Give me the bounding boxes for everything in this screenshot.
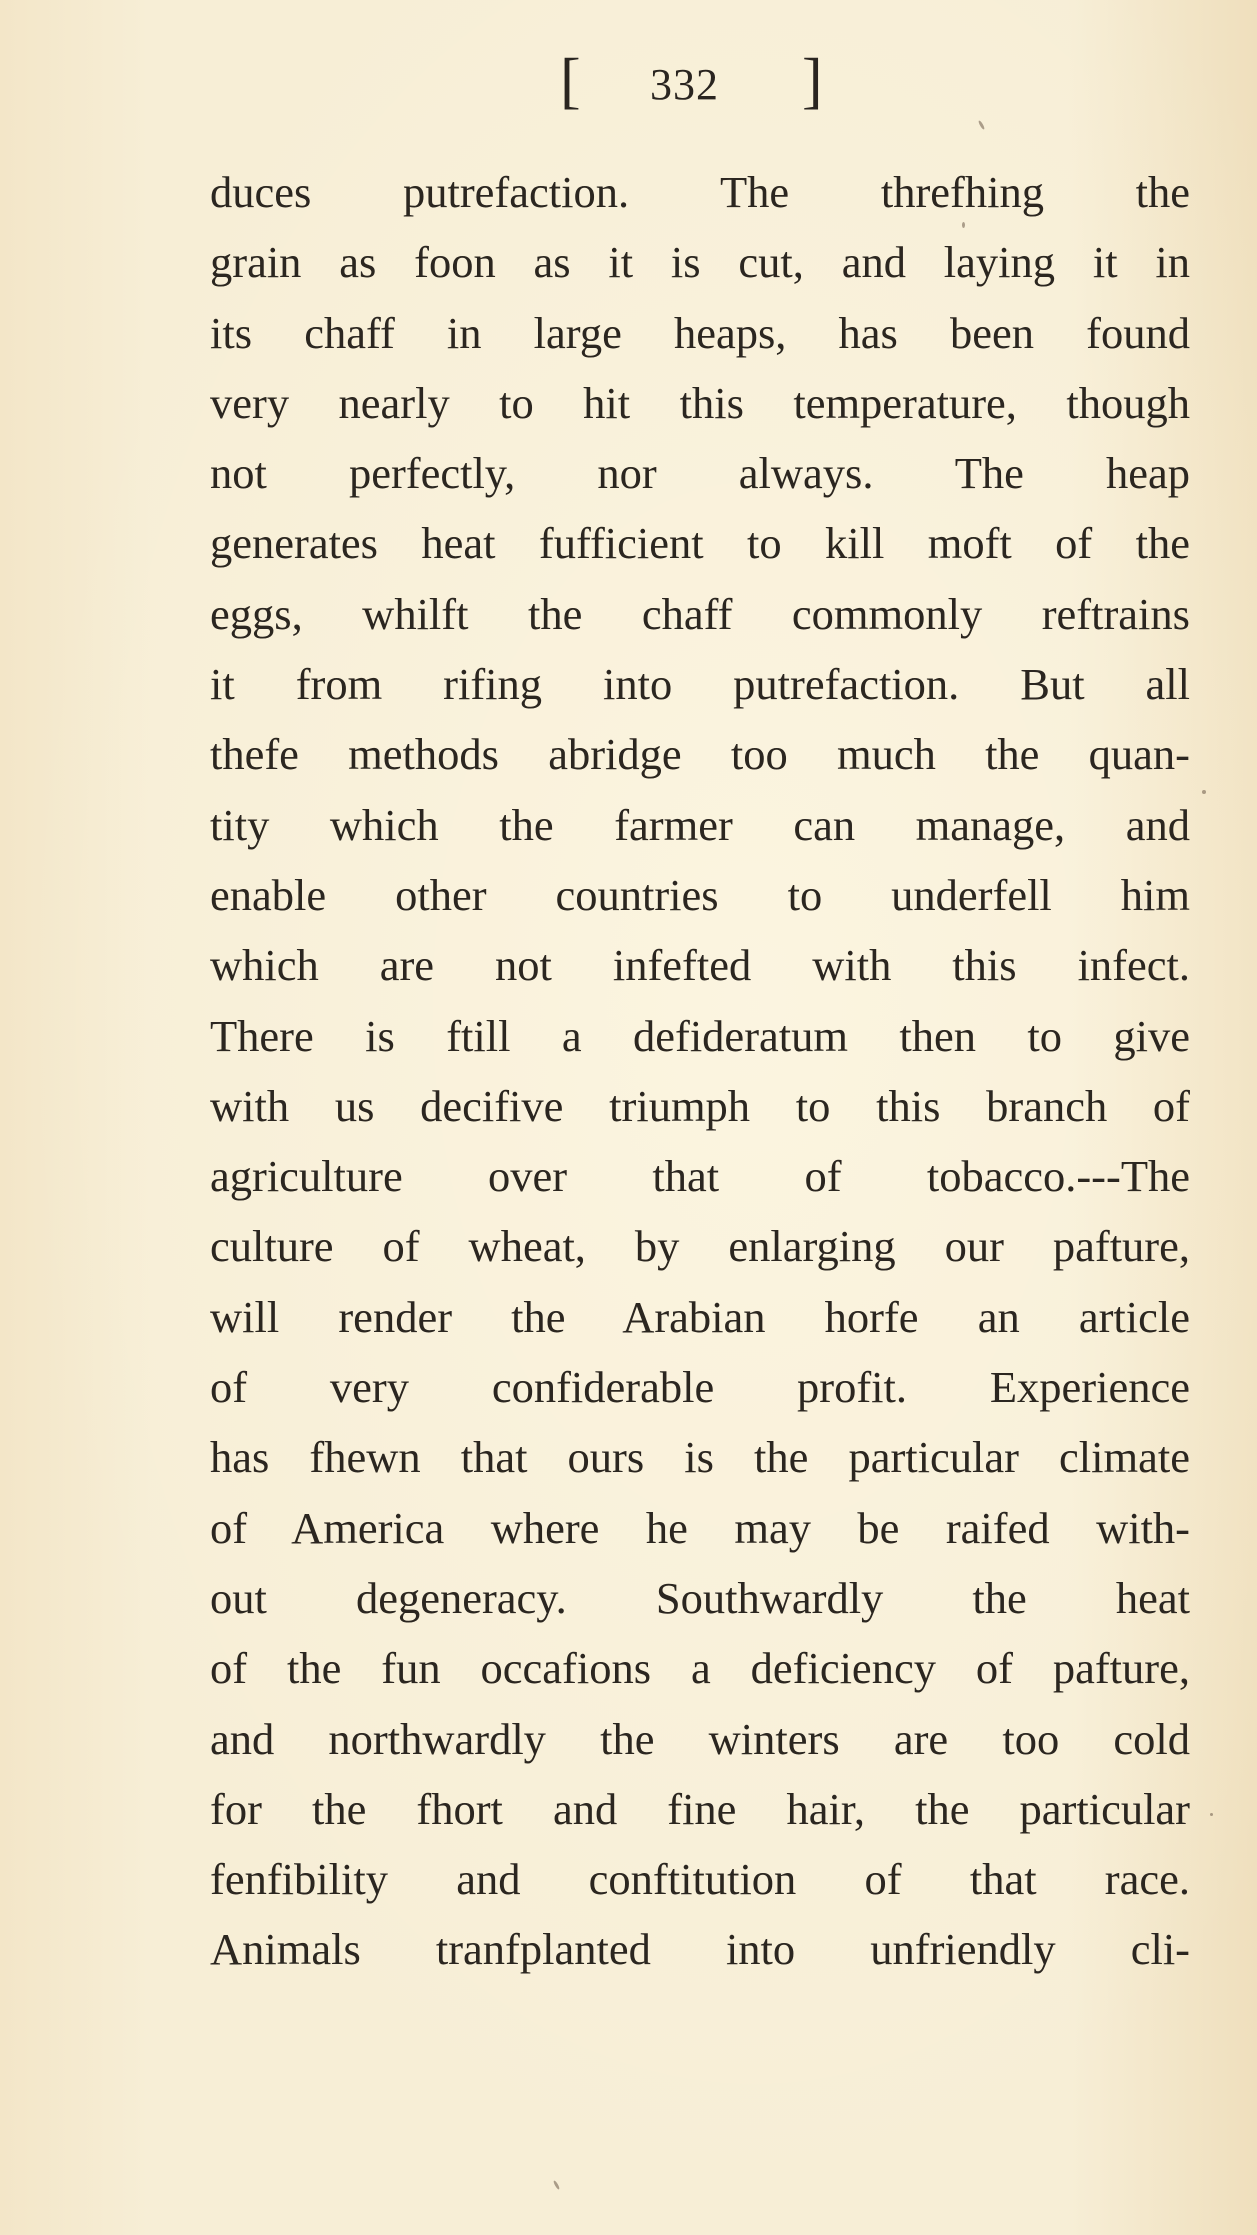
paper-speck bbox=[553, 2180, 561, 2190]
text-line: its chaff in large heaps, has been found bbox=[210, 307, 1190, 358]
text-line: tity which the farmer can manage, and bbox=[210, 799, 1190, 850]
text-line: which are not infefted with this infect. bbox=[210, 940, 1190, 991]
text-line: There is ftill a defideratum then to give bbox=[210, 1010, 1190, 1061]
text-line: has fhewn that ours is the particular climate bbox=[210, 1432, 1190, 1483]
paper-speck bbox=[1210, 1813, 1213, 1816]
text-line: thefe methods abridge too much the quan- bbox=[210, 729, 1190, 780]
header-bracket-left: [ bbox=[560, 47, 581, 115]
text-line: will render the Arabian horfe an article bbox=[210, 1291, 1190, 1342]
page-header bbox=[560, 46, 860, 116]
text-line: of very confiderable profit. Experience bbox=[210, 1362, 1190, 1413]
text-line: eggs, whilft the chaff commonly reftrains bbox=[210, 588, 1190, 639]
text-line: of the fun occafions a deficiency of pafture, bbox=[210, 1643, 1190, 1694]
body-text bbox=[210, 157, 1190, 1985]
text-line: generates heat fufficient to kill moft of the bbox=[210, 518, 1190, 569]
paper-speck bbox=[962, 222, 965, 228]
text-line: it from rifing into putrefaction. But all bbox=[210, 659, 1190, 710]
text-line: for the fhort and fine hair, the particular bbox=[210, 1783, 1190, 1834]
header-bracket-right: ] bbox=[802, 47, 823, 115]
text-line: enable other countries to underfell him bbox=[210, 869, 1190, 920]
page-number: 332 bbox=[650, 60, 719, 109]
text-line: culture of wheat, by enlarging our pafture, bbox=[210, 1221, 1190, 1272]
text-line: fenfibility and conftitution of that race. bbox=[210, 1854, 1190, 1905]
text-line: grain as foon as it is cut, and laying it in bbox=[210, 237, 1190, 288]
paper-speck bbox=[1202, 790, 1206, 794]
text-line: agriculture over that of tobacco.---The bbox=[210, 1151, 1190, 1202]
text-line: of America where he may be raifed with- bbox=[210, 1502, 1190, 1553]
text-line: duces putrefaction. The threfhing the bbox=[210, 167, 1190, 217]
text-line: Animals tranfplanted into unfriendly cli- bbox=[210, 1924, 1190, 1975]
text-line: and northwardly the winters are too cold bbox=[210, 1713, 1190, 1764]
text-line: not perfectly, nor always. The heap bbox=[210, 448, 1190, 499]
paper-speck bbox=[978, 120, 986, 130]
text-line: with us decifive triumph to this branch of bbox=[210, 1080, 1190, 1131]
text-line: very nearly to hit this temperature, though bbox=[210, 377, 1190, 428]
text-line: out degeneracy. Southwardly the heat bbox=[210, 1572, 1190, 1623]
